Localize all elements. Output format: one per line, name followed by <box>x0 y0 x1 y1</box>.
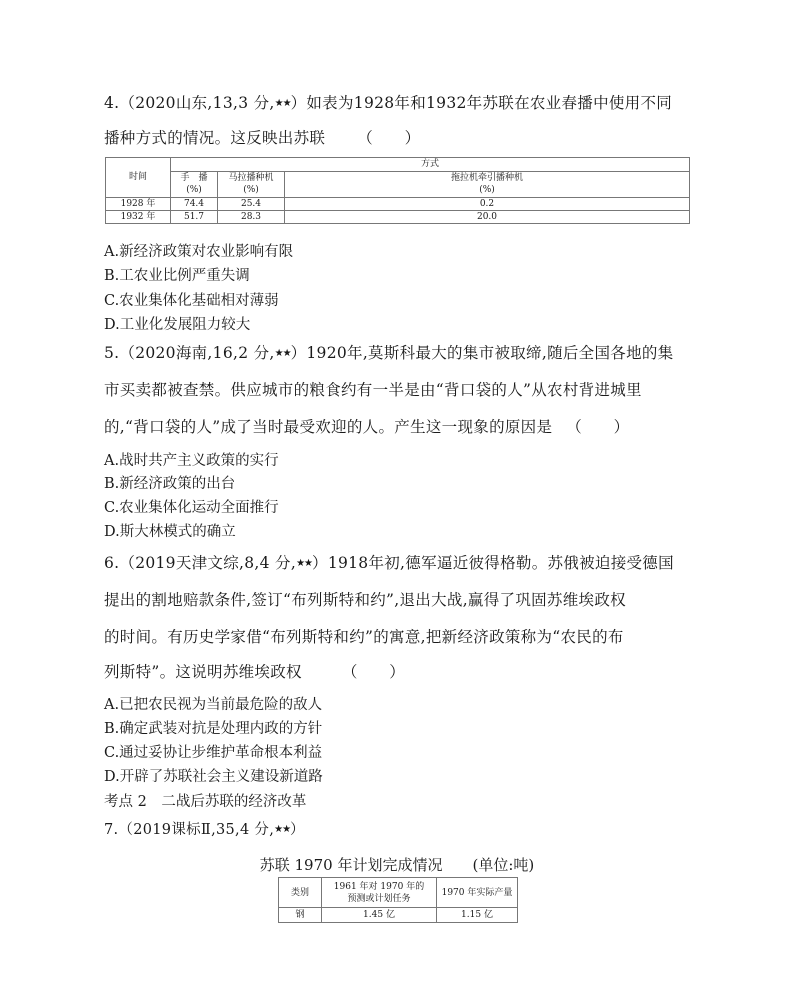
q7-stem-line1: 7.（2019课标Ⅱ,35,4 分,★★） <box>104 822 305 838</box>
q6-option-c[interactable]: C.通过妥协让步维护革命根本利益 <box>104 745 323 761</box>
q4-option-d[interactable]: D.工业化发展阻力较大 <box>104 317 251 333</box>
answer-bracket[interactable]: （ ） <box>357 129 421 147</box>
h-horse: 马拉播种机 <box>218 172 285 185</box>
q4-stem-line2: 播种方式的情况。这反映出苏联 （ ） <box>104 129 421 147</box>
q5-option-b[interactable]: B.新经济政策的出台 <box>104 476 236 492</box>
h-hand-unit: (%) <box>171 185 218 198</box>
answer-bracket[interactable]: （ ） <box>566 418 630 436</box>
difficulty-stars-icon: ★★ <box>274 348 291 359</box>
q6-option-b[interactable]: B.确定武装对抗是处理内政的方针 <box>104 721 323 737</box>
q5-option-d[interactable]: D.斯大林模式的确立 <box>104 524 236 540</box>
q4-option-a[interactable]: A.新经济政策对农业影响有限 <box>104 244 294 260</box>
q4-option-b[interactable]: B.工农业比例严重失调 <box>104 268 250 284</box>
section-heading: 考点 2 二战后苏联的经济改革 <box>104 794 307 810</box>
q4-option-c[interactable]: C.农业集体化基础相对薄弱 <box>104 293 279 309</box>
h-tractor: 拖拉机牵引播种机 <box>285 172 690 185</box>
q6-option-d[interactable]: D.开辟了苏联社会主义建设新道路 <box>104 769 323 785</box>
q4-stem-line1: 4.（2020山东,13,3 分,★★）如表为1928年和1932年苏联在农业春播中使用不同 <box>104 94 673 112</box>
table-row: 1928 年 74.4 25.4 0.2 <box>106 198 690 211</box>
answer-bracket[interactable]: （ ） <box>341 663 406 681</box>
q5-stem-line1: 5.（2020海南,16,2 分,★★）1920年,莫斯科最大的集市被取缔,随后全国各地的集 <box>104 344 674 362</box>
q6-option-a[interactable]: A.已把农民视为当前最危险的敌人 <box>104 697 323 713</box>
q7-table-title: 苏联 1970 年计划完成情况 (单位:吨) <box>259 856 535 874</box>
col-method-header: 方式 <box>171 158 690 172</box>
h-hand: 手 播 <box>171 172 218 185</box>
q6-stem-line3: 的时间。有历史学家借“布列斯特和约”的寓意,把新经济政策称为“农民的布 <box>104 628 624 646</box>
col-time-header: 时间 <box>106 158 171 198</box>
q5-option-a[interactable]: A.战时共产主义政策的实行 <box>104 453 279 469</box>
q6-stem-line1: 6.（2019天津文综,8,4 分,★★）1918年初,德军逼近彼得格勒。苏俄被迫接受德国 <box>104 554 674 572</box>
table-row: 钢 1.45 亿 1.15 亿 <box>279 908 518 923</box>
h-plan: 1961 年对 1970 年的 预测或计划任务 <box>322 878 437 908</box>
q6-stem-line4: 列斯特”。这说明苏维埃政权 （ ） <box>104 663 406 681</box>
difficulty-stars-icon: ★★ <box>274 824 291 835</box>
h-tractor-unit: (%) <box>285 185 690 198</box>
q5-option-c[interactable]: C.农业集体化运动全面推行 <box>104 500 279 516</box>
h-category: 类别 <box>279 878 322 908</box>
h-horse-unit: (%) <box>218 185 285 198</box>
q7-plan-table <box>278 877 518 923</box>
h-actual: 1970 年实际产量 <box>437 878 518 908</box>
q5-stem-line3: 的,“背口袋的人”成了当时最受欢迎的人。产生这一现象的原因是 （ ） <box>104 418 630 436</box>
q6-stem-line2: 提出的割地赔款条件,签订“布列斯特和约”,退出大战,赢得了巩固苏维埃政权 <box>104 591 626 609</box>
q5-stem-line2: 市买卖都被查禁。供应城市的粮食约有一半是由“背口袋的人”从农村背进城里 <box>104 381 642 399</box>
table-row: 1932 年 51.7 28.3 20.0 <box>106 211 690 224</box>
q4-sowing-table <box>105 157 690 224</box>
difficulty-stars-icon: ★★ <box>296 558 313 569</box>
difficulty-stars-icon: ★★ <box>274 98 291 109</box>
